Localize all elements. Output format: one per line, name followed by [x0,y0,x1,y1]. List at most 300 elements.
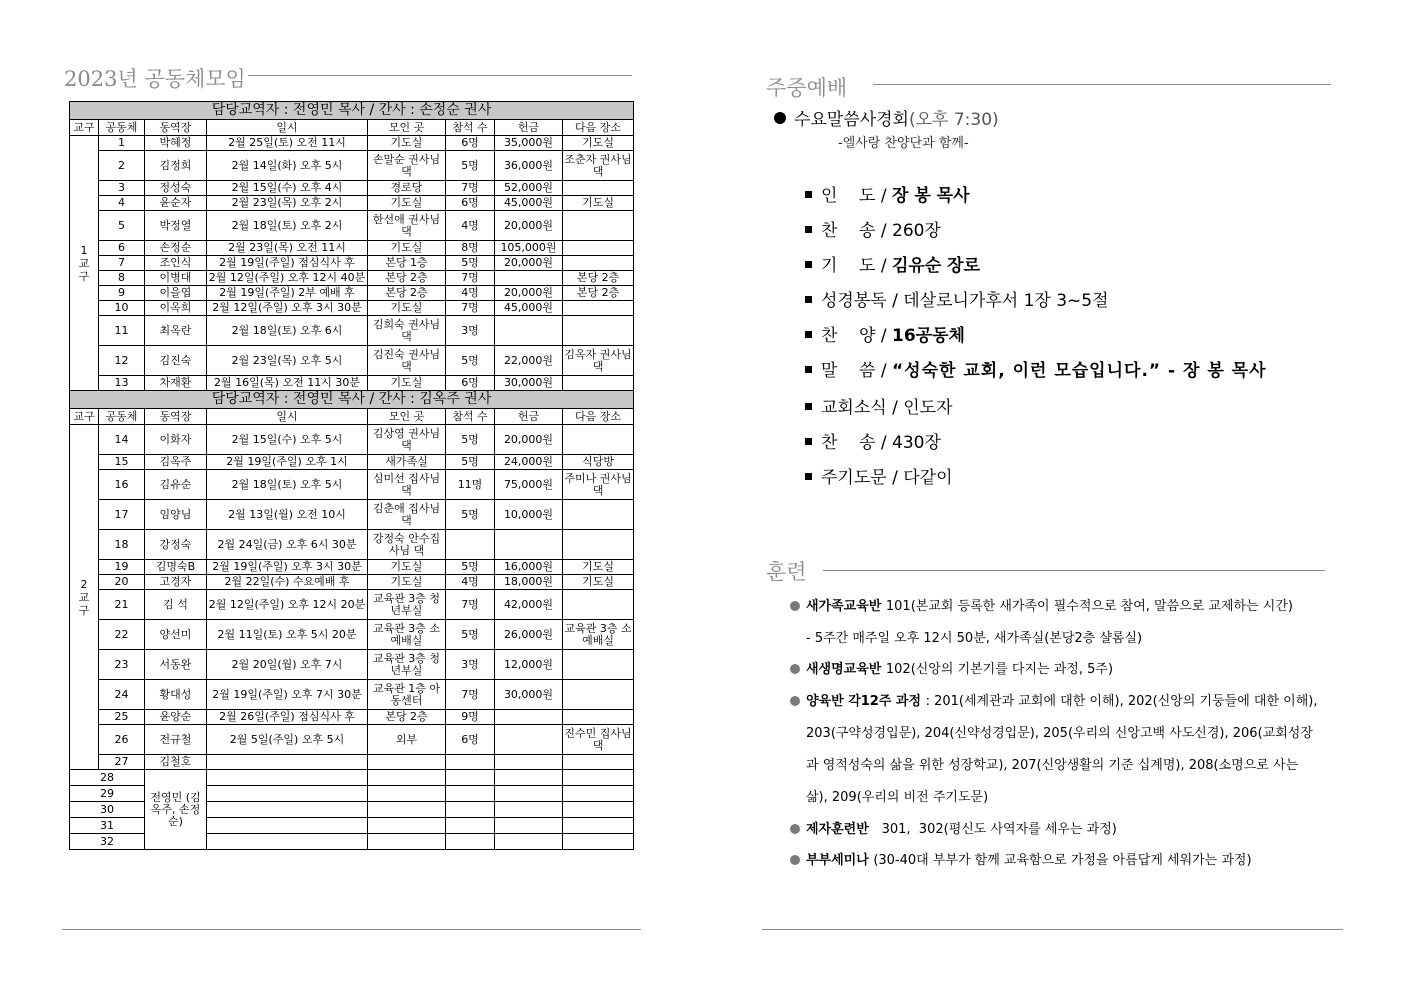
table-row [70,271,634,286]
community-cell: 28 [70,770,145,786]
leader-cell: 윤순자 [145,196,207,211]
leader-cell: 박혜정 [145,136,207,151]
square-bullet-icon [805,296,812,303]
leader-cell: 윤양순 [145,710,207,725]
left-section-title: 2023년 공동체모임 [64,67,246,91]
community-cell: 14 [99,425,145,455]
empty-cell [446,802,495,818]
offering-cell: 52,000원 [495,181,563,196]
empty-cell [495,802,563,818]
empty-cell [495,786,563,802]
next-place-cell [563,500,634,530]
offering-cell: 105,000원 [495,241,563,256]
date-cell: 2월 13일(월) 오전 10시 [207,500,368,530]
attendance-cell: 4명 [446,286,495,301]
column-header-attendance: 참석 수 [446,409,495,425]
date-cell: 2월 22일(수) 수요예배 후 [207,575,368,590]
table-row [70,301,634,316]
empty-cell [207,834,368,850]
column-header-date: 일시 [207,120,368,136]
order-item-value: 16공동체 [892,326,965,346]
place-cell: 경로당 [368,181,446,196]
place-cell: 교육관 3층 청년부실 [368,590,446,620]
attendance-cell: 7명 [446,271,495,286]
leader-cell: 이화자 [145,425,207,455]
training-description: 과 영적성숙의 삶을 위한 성장학교), 207(신앙생활의 기준 십계명), 208(소명으로 사는 [806,758,1299,773]
table-row [70,590,634,620]
table-row [70,136,634,151]
leader-cell: 전규철 [145,725,207,755]
training-name: 부부세미나 [806,853,874,868]
date-cell: 2월 23일(목) 오후 5시 [207,346,368,376]
date-cell: 2월 25일(토) 오전 11시 [207,136,368,151]
next-place-cell [563,650,634,680]
empty-cell [495,834,563,850]
place-cell: 교육관 3층 청년부실 [368,650,446,680]
date-cell: 2월 12일(주일) 오후 12시 40분 [207,271,368,286]
table-row [70,211,634,241]
next-place-cell [563,316,634,346]
offering-cell [495,755,563,770]
square-bullet-icon [805,403,812,410]
place-cell: 심미선 집사님 댁 [368,470,446,500]
training-item [790,853,1252,869]
column-header-leader: 동역장 [145,409,207,425]
place-cell: 기도실 [368,136,446,151]
date-cell: 2월 23일(목) 오전 11시 [207,241,368,256]
community-cell: 23 [99,650,145,680]
order-item-value: 김유순 장로 [892,256,981,276]
offering-cell: 18,000원 [495,575,563,590]
order-item [805,286,1109,311]
training-section-title: 훈련 [766,560,807,584]
offering-cell: 30,000원 [495,680,563,710]
empty-cell [563,818,634,834]
next-place-cell: 기도실 [563,196,634,211]
leader-cell: 김유순 [145,470,207,500]
empty-cell [207,786,368,802]
order-item [805,251,980,276]
community-cell: 19 [99,560,145,575]
place-cell: 본당 1층 [368,256,446,271]
table-row [70,560,634,575]
table-row [70,710,634,725]
place-cell: 교육관 1층 아동센터 [368,680,446,710]
table-row [70,755,634,770]
column-header-next-place: 다음 장소 [563,120,634,136]
attendance-cell: 3명 [446,316,495,346]
table-row [70,316,634,346]
community-cell: 32 [70,834,145,850]
column-header-offering: 헌금 [495,120,563,136]
attendance-cell [446,530,495,560]
empty-cell [368,770,446,786]
community-meeting-table [69,101,634,850]
offering-cell: 36,000원 [495,151,563,181]
leader-cell: 김옥주 [145,455,207,470]
leader-cell: 서동완 [145,650,207,680]
column-header-next-place: 다음 장소 [563,409,634,425]
training-title-rule [823,570,1325,571]
place-cell: 김진숙 권사님 댁 [368,346,446,376]
column-header-place: 모인 곳 [368,120,446,136]
training-name: 제자훈련반 [806,822,874,837]
leader-cell: 임양님 [145,500,207,530]
table-row [70,151,634,181]
leader-cell: 양선미 [145,620,207,650]
leader-cell: 김정희 [145,151,207,181]
column-header-attendance: 참석 수 [446,120,495,136]
offering-cell [495,710,563,725]
date-cell: 2월 12일(주일) 오후 3시 30분 [207,301,368,316]
table-row [70,575,634,590]
offering-cell: 35,000원 [495,136,563,151]
next-place-cell: 본당 2층 [563,271,634,286]
group-header: 담당교역자 : 전영민 목사 / 간사 : 김옥주 권사 [70,391,634,409]
attendance-cell: 4명 [446,211,495,241]
empty-cell [446,818,495,834]
table-row [70,455,634,470]
order-item-value: 430장 [892,433,941,453]
attendance-cell: 8명 [446,241,495,256]
attendance-cell: 6명 [446,136,495,151]
parish-label: 2교구 [78,577,90,617]
group-header-row [70,102,634,120]
place-cell [368,755,446,770]
leader-cell: 손정순 [145,241,207,256]
date-cell: 2월 19일(주일) 점심식사 후 [207,256,368,271]
order-item-value: 장 봉 목사 [892,186,970,206]
offering-cell [495,725,563,755]
leader-cell: 전영민 (김옥주, 손정순) [145,770,207,850]
attendance-cell: 11명 [446,470,495,500]
training-name: 새가족교육반 [806,599,886,614]
date-cell: 2월 26일(주일) 점심식사 후 [207,710,368,725]
offering-cell: 75,000원 [495,470,563,500]
attendance-cell: 4명 [446,575,495,590]
training-name: 새생명교육반 [806,662,886,677]
training-description: 301, 302(평신도 사역자를 세우는 과정) [873,822,1117,837]
attendance-cell: 5명 [446,256,495,271]
training-item [790,822,1117,838]
leader-cell: 최옥란 [145,316,207,346]
gray-bullet-icon [790,824,800,834]
date-cell [207,755,368,770]
offering-cell: 30,000원 [495,376,563,391]
place-cell: 김춘애 집사님 댁 [368,500,446,530]
offering-cell: 26,000원 [495,620,563,650]
training-item [790,599,1293,615]
offering-cell: 20,000원 [495,286,563,301]
community-cell: 13 [99,376,145,391]
table-row [70,256,634,271]
place-cell: 기도실 [368,376,446,391]
attendance-cell: 6명 [446,376,495,391]
community-cell: 6 [99,241,145,256]
column-header-community: 공동체 [99,120,145,136]
community-cell: 17 [99,500,145,530]
empty-cell [446,770,495,786]
community-cell: 20 [99,575,145,590]
square-bullet-icon [805,261,812,268]
offering-cell: 12,000원 [495,650,563,680]
empty-cell [563,834,634,850]
order-item [805,463,953,488]
leader-cell: 김 석 [145,590,207,620]
date-cell: 2월 24일(금) 오후 6시 30분 [207,530,368,560]
training-item [806,631,1142,647]
order-item-label: 찬 송 / [821,221,892,241]
column-header-row [70,409,634,425]
gray-bullet-icon [790,664,800,674]
order-item [805,181,970,206]
next-place-cell [563,241,634,256]
order-item-value: “성숙한 교회, 이런 모습입니다.” - 장 봉 목사 [892,361,1267,381]
offering-cell: 20,000원 [495,256,563,271]
community-cell: 21 [99,590,145,620]
column-header-offering: 헌금 [495,409,563,425]
empty-cell [446,834,495,850]
date-cell: 2월 23일(목) 오후 2시 [207,196,368,211]
leader-cell: 황대성 [145,680,207,710]
date-cell: 2월 18일(토) 오후 5시 [207,470,368,500]
attendance-cell: 3명 [446,650,495,680]
empty-cell [446,786,495,802]
community-cell: 26 [99,725,145,755]
attendance-cell: 5명 [446,620,495,650]
column-header-date: 일시 [207,409,368,425]
community-cell: 22 [99,620,145,650]
service-subtitle: -엘사랑 찬양단과 함께- [838,136,969,151]
community-cell: 25 [99,710,145,725]
attendance-cell: 9명 [446,710,495,725]
table-row [70,650,634,680]
square-bullet-icon [805,438,812,445]
order-item-label: 찬 송 / [821,433,892,453]
leader-cell: 이을엽 [145,286,207,301]
empty-cell [495,770,563,786]
date-cell: 2월 19일(주일) 오후 3시 30분 [207,560,368,575]
order-item-label: 찬 양 / [821,326,892,346]
next-place-cell [563,710,634,725]
table-row [70,241,634,256]
gray-bullet-icon [790,696,800,706]
community-cell: 16 [99,470,145,500]
place-cell: 김상영 권사님 댁 [368,425,446,455]
square-bullet-icon [805,366,812,373]
table-row [70,500,634,530]
community-cell: 31 [70,818,145,834]
place-cell: 기도실 [368,575,446,590]
offering-cell: 10,000원 [495,500,563,530]
empty-cell [563,802,634,818]
leader-cell: 이병대 [145,271,207,286]
table-row [70,346,634,376]
attendance-cell: 7명 [446,680,495,710]
square-bullet-icon [805,331,812,338]
square-bullet-icon [805,226,812,233]
community-cell: 27 [99,755,145,770]
order-item-label: 인 도 / [821,186,892,206]
order-item-value: 다같이 [903,468,953,488]
leader-cell: 김명숙B [145,560,207,575]
attendance-cell [446,755,495,770]
training-name: 양육반 각12주 과정 [806,694,926,709]
community-cell: 29 [70,786,145,802]
leader-cell: 김철호 [145,755,207,770]
next-place-cell [563,425,634,455]
next-place-cell [563,256,634,271]
offering-cell: 45,000원 [495,301,563,316]
offering-cell: 45,000원 [495,196,563,211]
training-description: (30-40대 부부가 함께 교육함으로 가정을 아름답게 세워가는 과정) [873,853,1252,868]
column-header-leader: 동역장 [145,120,207,136]
date-cell: 2월 11일(토) 오후 5시 20분 [207,620,368,650]
place-cell: 손말순 권사님 댁 [368,151,446,181]
date-cell: 2월 16일(목) 오전 11시 30분 [207,376,368,391]
training-description: : 201(세계관과 교회에 대한 이해), 202(신앙의 기둥들에 대한 이해), [925,694,1318,709]
empty-cell [563,786,634,802]
offering-cell: 24,000원 [495,455,563,470]
place-cell: 본당 2층 [368,286,446,301]
date-cell: 2월 14일(화) 오후 5시 [207,151,368,181]
table-row [70,530,634,560]
leader-cell: 이옥희 [145,301,207,316]
community-cell: 8 [99,271,145,286]
leader-cell: 강정숙 [145,530,207,560]
table-row [70,470,634,500]
training-description: 101(본교회 등록한 새가족이 필수적으로 참여, 말씀으로 교제하는 시간) [885,599,1293,614]
offering-cell: 22,000원 [495,346,563,376]
attendance-cell: 5명 [446,560,495,575]
column-header-community: 공동체 [99,409,145,425]
parish-cell [70,136,99,391]
next-place-cell: 진수민 집사님 댁 [563,725,634,755]
leader-cell: 박정열 [145,211,207,241]
empty-cell [207,770,368,786]
next-place-cell: 교육관 3층 소예배실 [563,620,634,650]
left-title-rule [248,75,632,76]
order-item-label: 기 도 / [821,256,892,276]
community-cell: 12 [99,346,145,376]
attendance-cell: 5명 [446,346,495,376]
empty-cell [495,818,563,834]
worship-title-rule [873,84,1331,85]
community-cell: 5 [99,211,145,241]
next-place-cell: 기도실 [563,560,634,575]
next-place-cell [563,301,634,316]
date-cell: 2월 5일(주일) 오후 5시 [207,725,368,755]
place-cell: 기도실 [368,241,446,256]
next-place-cell: 조춘자 권사님 댁 [563,151,634,181]
date-cell: 2월 18일(토) 오후 6시 [207,316,368,346]
attendance-cell: 5명 [446,455,495,470]
offering-cell: 20,000원 [495,425,563,455]
training-item [790,694,1317,710]
column-header-row [70,120,634,136]
leader-cell: 김진숙 [145,346,207,376]
offering-cell: 20,000원 [495,211,563,241]
training-description: - 5주간 매주일 오후 12시 50분, 새가족실(본당2층 샬롬실) [806,631,1143,646]
leader-cell: 고경자 [145,575,207,590]
attendance-cell: 6명 [446,725,495,755]
empty-cell [563,770,634,786]
next-place-cell [563,680,634,710]
right-bottom-rule [762,929,1343,930]
community-cell: 24 [99,680,145,710]
place-cell: 새가족실 [368,455,446,470]
empty-cell [207,818,368,834]
next-place-cell [563,590,634,620]
service-heading [774,105,999,130]
leader-cell: 차재환 [145,376,207,391]
date-cell: 2월 19일(주일) 오후 7시 30분 [207,680,368,710]
order-item-label: 성경봉독 / [821,291,904,311]
next-place-cell [563,530,634,560]
empty-cell [368,818,446,834]
group-header: 담당교역자 : 전영민 목사 / 간사 : 손정순 권사 [70,102,634,120]
community-cell: 7 [99,256,145,271]
leader-cell: 조인식 [145,256,207,271]
community-cell: 9 [99,286,145,301]
next-place-cell: 기도실 [563,575,634,590]
empty-cell [368,786,446,802]
next-place-cell: 식당방 [563,455,634,470]
gray-bullet-icon [790,601,800,611]
place-cell: 교육관 3층 소예배실 [368,620,446,650]
next-place-cell [563,211,634,241]
order-item-label: 말 씀 / [821,361,892,381]
empty-cell [207,802,368,818]
order-item [805,321,965,346]
empty-cell [368,834,446,850]
training-item [790,662,1113,678]
community-cell: 1 [99,136,145,151]
table-row [70,376,634,391]
date-cell: 2월 19일(주일) 오후 1시 [207,455,368,470]
training-description: 203(구약성경입문), 204(신약성경입문), 205(우리의 신앙고백 사도신경), 206(교회성장 [806,726,1313,741]
order-item-value: 인도자 [903,398,953,418]
table-row [70,286,634,301]
empty-cell [368,802,446,818]
order-item [805,428,941,453]
next-place-cell: 주미나 권사님 댁 [563,470,634,500]
attendance-cell: 7명 [446,301,495,316]
attendance-cell: 5명 [446,425,495,455]
training-description: 삶), 209(우리의 비전 주기도문) [806,790,989,805]
attendance-cell: 5명 [446,500,495,530]
parish-cell [70,425,99,770]
place-cell: 김희숙 권사님 댁 [368,316,446,346]
place-cell: 한선애 권사님 댁 [368,211,446,241]
table-row [70,196,634,211]
square-bullet-icon [805,191,812,198]
attendance-cell: 6명 [446,196,495,211]
table-row [70,620,634,650]
place-cell: 강정숙 안수집사님 댁 [368,530,446,560]
community-cell: 15 [99,455,145,470]
date-cell: 2월 15일(수) 오후 4시 [207,181,368,196]
community-cell: 11 [99,316,145,346]
left-bottom-rule [62,929,641,930]
community-cell: 3 [99,181,145,196]
gray-bullet-icon [790,855,800,865]
table-row [70,425,634,455]
training-item [806,758,1298,774]
training-item [806,726,1313,742]
column-header-parish: 교구 [70,409,99,425]
date-cell: 2월 12일(주일) 오후 12시 20분 [207,590,368,620]
